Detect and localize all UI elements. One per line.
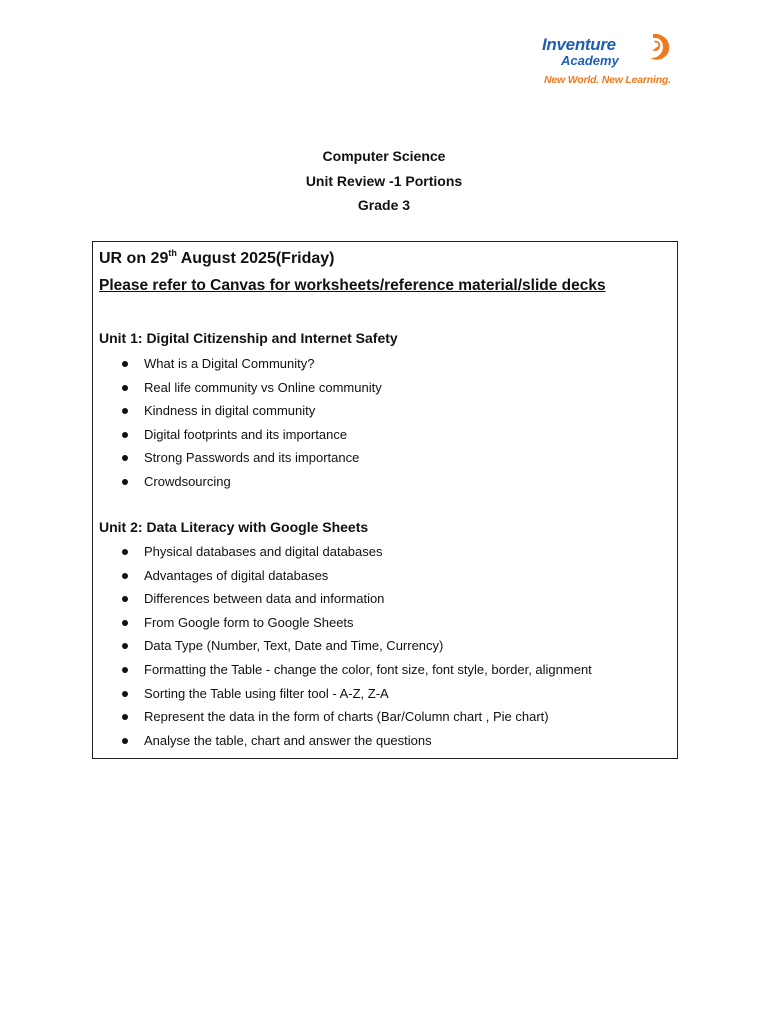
list-item (93, 705, 592, 729)
topic-text: Data Type (Number, Text, Date and Time, Currency) (144, 638, 444, 654)
bullet-icon (122, 596, 128, 602)
bullet-icon (122, 691, 128, 697)
bullet-icon (122, 361, 128, 367)
topic-text: Digital footprints and its importance (144, 426, 348, 442)
list-item (93, 729, 592, 753)
bullet-icon (122, 432, 128, 438)
review-title: Unit Review -1 Portions (305, 172, 463, 189)
list-item (93, 564, 592, 588)
bullet-icon (122, 408, 128, 414)
list-item (93, 682, 592, 706)
document-heading (0, 144, 768, 218)
logo-wordmark-academy: Academy (561, 53, 619, 68)
bullet-icon (122, 385, 128, 391)
logo (540, 30, 675, 90)
bullet-icon (122, 714, 128, 720)
unit-review-date-prefix: UR on 29 (99, 250, 169, 267)
portions-box (92, 241, 678, 759)
bullet-icon (122, 455, 128, 461)
inventure-swirl-icon (644, 32, 672, 72)
list-item (93, 399, 382, 423)
list-item (93, 470, 382, 494)
unit-review-date (99, 250, 335, 268)
unit-review-date-suffix: August 2025(Friday) (176, 250, 335, 267)
bullet-icon (122, 573, 128, 579)
unit-review-date-ordinal: th (168, 248, 177, 258)
subject-title: Computer Science (322, 148, 446, 164)
topic-text: Real life community vs Online community (144, 379, 382, 395)
list-item (93, 587, 592, 611)
topic-text: Sorting the Table using filter tool - A-Z, Z-A (144, 685, 389, 701)
bullet-icon (122, 738, 128, 744)
list-item (93, 611, 592, 635)
topic-text: From Google form to Google Sheets (144, 614, 354, 630)
unit-1-title: Unit 1: Digital Citizenship and Internet Safety (99, 330, 398, 346)
list-item (93, 540, 592, 564)
bullet-icon (122, 620, 128, 626)
logo-tagline: New World. New Learning. (544, 74, 671, 86)
grade-title: Grade 3 (357, 197, 411, 213)
unit-2-title: Unit 2: Data Literacy with Google Sheets (99, 519, 369, 535)
topic-text: Formatting the Table - change the color, font size, font style, border, alignment (144, 661, 592, 677)
list-item (93, 634, 592, 658)
topic-text: Analyse the table, chart and answer the questions (144, 732, 432, 748)
bullet-icon (122, 667, 128, 673)
unit-1-topic-list (93, 352, 382, 494)
list-item (93, 446, 382, 470)
logo-wordmark-inventure: Inventure (542, 35, 616, 54)
topic-text: Kindness in digital community (144, 403, 316, 419)
topic-text: Represent the data in the form of charts (Bar/Column chart , Pie chart) (144, 709, 549, 725)
canvas-reference-note: Please refer to Canvas for worksheets/reference material/slide decks (99, 277, 606, 294)
topic-text: Strong Passwords and its importance (144, 450, 360, 466)
topic-text: What is a Digital Community? (144, 356, 315, 371)
bullet-icon (122, 643, 128, 649)
bullet-icon (122, 479, 128, 485)
list-item (93, 658, 592, 682)
unit-2-topic-list (93, 540, 592, 752)
bullet-icon (122, 549, 128, 555)
list-item (93, 423, 382, 447)
topic-text: Differences between data and information (144, 591, 385, 607)
topic-text: Advantages of digital databases (144, 567, 329, 583)
list-item (93, 376, 382, 400)
topic-text: Crowdsourcing (144, 473, 231, 489)
list-item (93, 352, 382, 376)
topic-text: Physical databases and digital databases (144, 544, 383, 559)
